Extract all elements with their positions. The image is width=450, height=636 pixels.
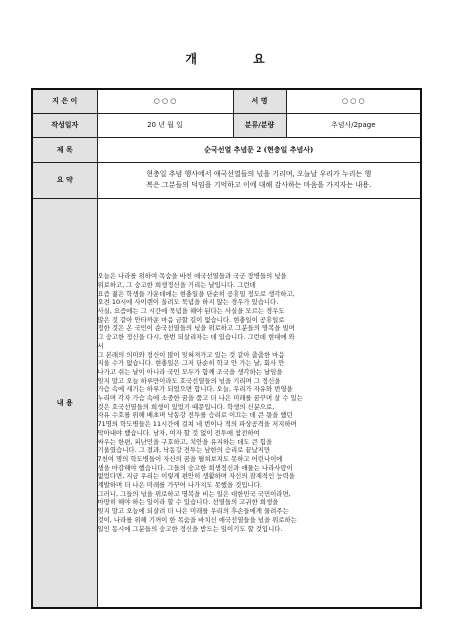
content-line: 지울 수가 없습니다. 현충일은 그저 단순히 학교 안 가는 날, 회사 안 [97,359,285,368]
content-line: 오늘은 나라를 위하여 목숨을 바친 애국선열들과 국군 장병들의 넋을 [97,272,287,281]
summary-row [32,162,421,198]
content-line: 나가고 쉬는 날이 아니라 국민 모두가 함께 조국을 생각하는 날임을 [97,367,283,376]
date-value: 20 년 월 일 [97,113,233,137]
content-line: 그 숭고한 정신을 다시, 한번 되살리자는 데 있습니다. 그런데 현대에 와 [97,333,295,342]
summary-value [97,162,421,198]
author-row [32,89,421,113]
content-line: 잊지 말고 오늘 하루만이라도 호국선열들의 넋을 기리며 그 정신을 [97,376,281,385]
name-value: ○ ○ ○ [286,89,421,113]
subject-label: 제 목 [32,137,97,162]
content-line: 많은 것 같아 안타까운 마음 금할 길이 없습니다. 현충일이 공휴일로 [97,315,285,324]
date-label: 작성일자 [32,113,97,137]
content-line: 그 본래의 의미와 정신이 많이 잊혀져가고 있는 것 같아 춥춥한 마음 [97,350,285,359]
content-line: 것이, 나라를 위해 기꺼이 한 목숨을 바치신 애국선열들을 넋을 위로하는 [97,515,297,524]
content-line: 7천여 명의 학도병들이 자신의 꿈을 펼쳐보지도 못하고 어린나이에 [97,454,283,463]
content-line: 것은 호국선열들의 희생이 있었기 때문입니다. 학생의 신분으로, [97,402,275,411]
content-line: 71명의 학도병들은 11시간에 걸쳐 네 번이나 적의 파상공격을 저지하며 [97,420,297,429]
category-value: 추념사/2page [286,113,421,137]
content-line: 생을 마감해야 했습니다. 그들의 숭고한 희생정신과 애물는 나라사랑이 [97,463,293,472]
content-line: 서 [97,341,104,350]
subject-row [32,137,421,162]
content-label: 내 용 [32,198,97,608]
content-line: 잊지 말고 오늘에 되살려 더 나은 미래를 우리의 후손들에게 물려주는 [97,507,289,516]
content-body [98,272,421,533]
content-line: 정한 것은 온 국민이 순국선열들의 넋을 위로하고 그분들의 명복을 빌며 [97,324,295,333]
page-title: 개 요 [185,52,291,66]
author-label: 지 은 이 [32,89,97,113]
date-row [32,113,421,137]
summary-line: 복은 그분들의 덕임을 기억하고 이에 대해 감사하는 마음을 가지자는 내용. [146,181,372,189]
content-line: 계발하며 더 나은 미래를 가꾸어 나가지도 못했을 것입니다. [97,481,262,490]
content-line: 사실, 요즘에는 그 시간에 묵념을 해야 된다는 사실을 모르는 경우도 [97,307,285,316]
content-line: 일인 동시에 그분들의 숭고한 정신을 받드는 일이기도 할 것입니다. [97,524,283,533]
content-row [32,198,421,608]
content-line: 그러니, 그들의 넋을 위로하고 명복을 비는 일은 대한민국 국민이라면, [97,489,291,498]
content-line: 자유 수호를 위해 배초며 낙동강 전투를 승리로 이끄는 데 큰 몫을 했던 [97,411,293,420]
content-value [97,198,421,608]
content-line: 위로하고, 그 숭고한 희생정신을 기리는 날입니다. 그런데 [97,280,256,289]
category-label: 분류/분량 [233,113,286,137]
content-line: 없었다면, 지금 우리는 이렇게 편안히 생활하며 자신의 잠재적인 능력을 [97,472,295,481]
content-line: 누리며 각자 가슴 속에 소중한 꿈을 품고 더 나은 미래를 꿈꾸며 살 수 있는 [97,394,303,403]
author-value: ○ ○ ○ [97,89,233,113]
overview-form-table [31,88,422,609]
subject-value: 순국선열 추념문 2 (현충일 추념사) [97,137,421,162]
content-line: 마땅히 해야 하는 일이라 할 수 있습니다. 선열들의 고귀한 희생을 [97,498,279,507]
content-line: 가슴 속에 새기는 하루가 되었으면 합니다. 오늘, 우리가 자유와 번영을 [97,385,293,394]
content-line: 기울였습니다. 그 결과, 낙동강 전투는 남한의 승리로 끝났지만 [97,446,271,455]
content-line: 막아내야 했습니다. 남자, 여자 할 것 없이 전투에 참전하여 [97,428,260,437]
summary-label: 요 약 [32,162,97,198]
content-line: 요즘 젊은 학생들 가운데에는 현충일을 단순히 공휴일 정도로 생각하고, [97,289,295,298]
content-line: 싸우는 한편, 피난민을 구호하고, 치안을 유지하는 데도 큰 힘을 [97,437,273,446]
content-line: 오전 10시에 사이렌이 울려도 묵념을 하지 않는 경우가 있습니다. [97,298,279,307]
name-label: 서 명 [233,89,286,113]
summary-line: 현충일 추념 행사에서 애국선열들의 넋을 기리며, 오늘날 우리가 누리는 행 [146,170,372,178]
